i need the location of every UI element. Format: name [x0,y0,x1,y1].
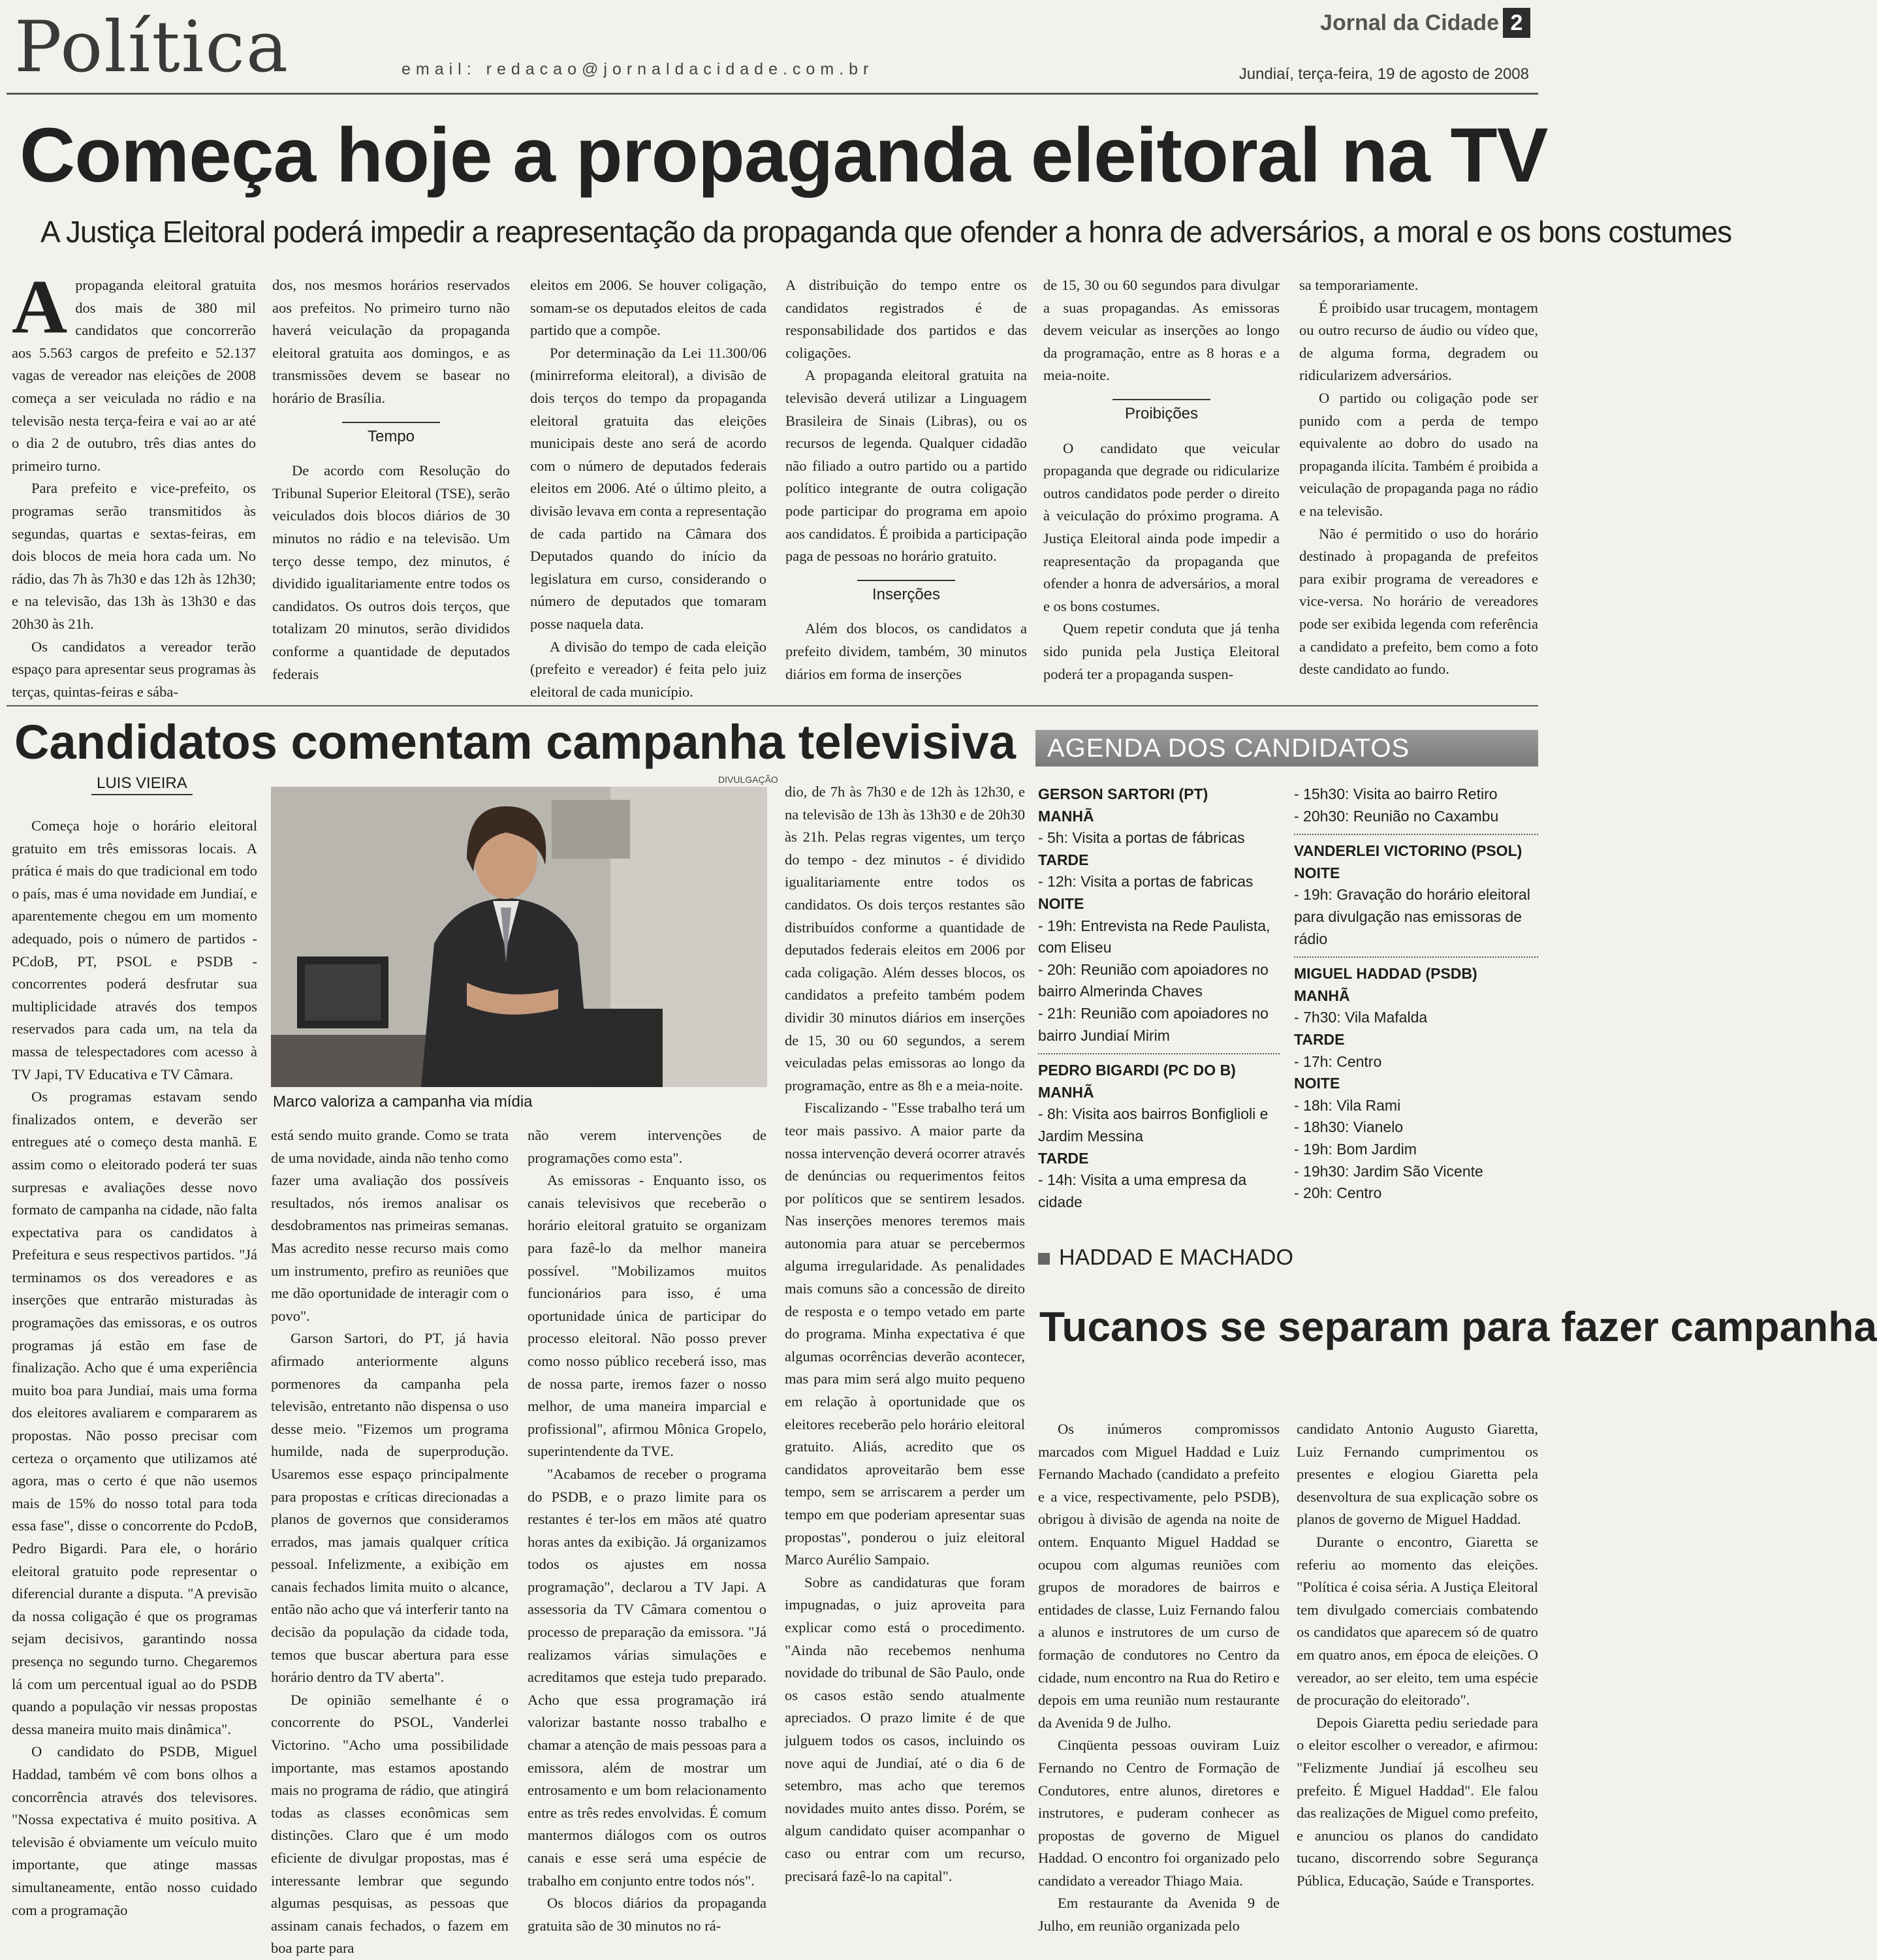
story2-column-1 [12,815,257,1951]
story1-column-5 [1043,274,1280,699]
agenda-candidate: VANDERLEI VICTORINO (PSOL) [1294,842,1522,860]
agenda-item: - 19h: Bom Jardim [1294,1140,1417,1158]
paragraph: O candidato do PSDB, Miguel Haddad, também vê com bons olhos a concorrência através dos televisores. "Nossa expectativa é muito positiva. A televisão é obviamente um veículo muito importante, que atinge massas simultaneamente, então nosso cuidado com a programação [12,1743,257,1918]
dateline: Jundiaí, terça-feira, 19 de agosto de 2008 [1238,65,1529,83]
agenda-item: - 19h30: Jardim São Vicente [1294,1162,1483,1180]
story1-column-1 [12,264,256,700]
paragraph: eleitos em 2006. Se houver coligação, somam-se os deputados eleitos de cada partido que a compõe. [530,277,766,339]
agenda-item: - 20h30: Reunião no Caxambu [1294,807,1499,825]
story2-column-2 [271,1124,509,1957]
paragraph: Começa hoje o horário eleitoral gratuito em três emissoras locais. A prática é mais do que tradicional em todo o país, mas é uma novidade em Jundiaí, e aparentemente chegou em um momento adequado, pois o número de partidos - PCdoB, PT, PSOL e PSDB - concorrentes poderá desfrutar sua multiplicidade através dos tempos reservados para cada um, na tela da massa de telespectadores com acesso à TV Japi, TV Educativa e TV Câmara. [12,817,257,1083]
agenda-period: NOITE [1038,894,1084,912]
contact-email: email: redacao@jornaldacidade.com.br [402,60,874,78]
agenda-item: - 19h: Gravação do horário eleitoral para divulgação nas emissoras de rádio [1294,886,1530,947]
agenda-separator [1294,834,1538,835]
story1-column-2 [272,274,510,699]
paragraph: propaganda eleitoral gratuita dos mais de 380 mil candidatos que concorrerão aos 5.563 cargos de prefeito e 52.137 vagas de vereador nas eleições de 2008 começa a ser veiculada no rádio e na televisão nesta terça-feira e vai ao ar até o dia 2 de outubro, três dias antes do primeiro turno. [12,277,256,474]
paragraph: candidato Antonio Augusto Giaretta, Luiz Fernando cumprimentou os presentes e elogiou Giaretta pela desenvoltura de sua explicação sobre os planos de governo de Miguel Haddad. [1297,1421,1538,1528]
paragraph: Os programas estavam sendo finalizados ontem, e deverão ser entregues até o começo desta manhã. E assim como o eleitorado poderá ter suas surpresas e avaliações desse novo formato de campanha na cidade, não falta expectativa para os candidatos à Prefeitura e seus respectivos partidos. "Já terminamos os dos vereadores e as inserções que entrarão misturadas às programações das emissoras, e os outros programas já estão em fase de finalização. Acho que é uma experiência muito boa para Jundiaí, mais uma forma dos eleitores avaliarem e compararem as propostas. Não posso precisar com certeza o orçamento que utilizamos até agora, mas o certo é que não usemos mais de 15% do nosso total para toda essa fase", disse o concorrente do PcdoB, Pedro Bigardi. Para ele, o horário eleitoral gratuito pode representar o diferencial durante a disputa. "A previsão da nossa coligação é que os programas sejam decisivos, garantindo nossa presença no segundo turno. Chegaremos lá com um percentual igual ao do PSDB quando a população vir nessas propostas dessa maneira muito mais dinâmica". [12,1088,257,1737]
paragraph: Sobre as candidaturas que foram impugnadas, o juiz aproveita para explicar como está o procedimento. "Ainda não recebemos nenhuma novidade do tribunal de São Paulo, onde os casos estão sendo atualmente apreciados. O prazo limite é de que julguem todos os casos, incluindo os nove aqui de Jundiaí, até o dia 6 de setembro, mas acho que teremos novidades muito antes disso. Porém, se algum candidato quiser acompanhar o caso ou entrar com um recurso, precisará fazê-lo na capital". [785,1573,1025,1884]
agenda-item: - 15h30: Visita ao bairro Retiro [1294,785,1498,802]
story1-column-4 [785,274,1027,699]
paragraph: A propaganda eleitoral gratuita na televisão deverá utilizar a Linguagem Brasileira de Sinais (Libras), ou os recursos de legenda. Qualquer cidadão não filiado a outro partido ou a partido político integrante de outra coligação pode participar do programa em apoio aos candidatos. É proibida a participação paga de pessoas no horário gratuito. [785,367,1027,565]
subhead-proibicoes: Proibições [1043,399,1280,426]
paragraph: Os inúmeros compromissos marcados com Miguel Haddad e Luiz Fernando Machado (candidato a prefeito e a vice, respectivamente, pelo PSDB), obrigou à divisão de agenda na noite de ontem. Enquanto Miguel Haddad se ocupou com algumas reuniões com grupos de moradores de bairros e entidades de classe, Luiz Fernando falou a alunos e instrutores de um curso de formação de condutores no Centro da cidade, num encontro na Rua do Retiro e depois em uma reunião num restaurante da Avenida 9 de Julho. [1038,1421,1280,1731]
agenda-candidate: GERSON SARTORI (PT) [1038,785,1208,802]
paragraph: dio, de 7h às 7h30 e de 12h às 12h30, e na televisão de 13h às 13h30 e de 20h30 às 21h. Pelas regras vigentes, um terço do tempo - dez minutos - é dividido igualitariamente entre todos os candidatos. Os dois terços restantes são distribuídos conforme a quantidade de deputados federais eleitos em 2006 por cada coligação. Além desses blocos, os candidatos a prefeito também podem dividir 30 minutos diários em inserções de 15, 30 ou 60 segundos, a serem veiculadas pelas emissoras ao longo da programação, entre as 8h e a meia-noite. [785,783,1025,1094]
agenda-item: - 20h: Reunião com apoiadores no bairro Almerinda Chaves [1038,960,1269,1000]
story3-column-1 [1038,1418,1280,1953]
story1-column-3 [530,274,766,699]
agenda-item: - 21h: Reunião com apoiadores no bairro Jundiaí Mirim [1038,1004,1269,1044]
agenda-period: TARDE [1038,1149,1089,1167]
paragraph: Não é permitido o uso do horário destinado à propaganda de prefeitos para exibir programa de vereadores e vice-versa. No horário de vereadores pode ser exibida legenda com referência a candidato a prefeito, bem como a foto deste candidato ao fundo. [1299,525,1538,678]
agenda-item: - 14h: Visita a uma empresa da cidade [1038,1171,1247,1210]
section-title: Política [14,7,290,88]
story3-column-2 [1297,1418,1538,1953]
paragraph: Para prefeito e vice-prefeito, os programas serão transmitidos às segundas, quartas e sextas-feiras, em dois blocos de meia hora cada um. No rádio, das 7h às 7h30 e das 12h às 12h30; e na televisão, das 13h às 13h30 e das 20h30 às 21h. [12,480,256,632]
newspaper-name: Jornal da Cidade [1320,10,1499,35]
paragraph: está sendo muito grande. Como se trata de uma novidade, ainda não tenho como fazer uma avaliação dos possíveis resultados, nós iremos analisar os desdobramentos nas primeiras semanas. Mas acredito nesse recurso mais como um instrumento, prefiro as reuniões que me dão oportunidade de interagir com o povo". [271,1127,509,1324]
paragraph: Em restaurante da Avenida 9 de Julho, em reunião organizada pelo [1038,1895,1280,1935]
photo-credit: DIVULGAÇÃO [718,774,778,785]
agenda-header: AGENDA DOS CANDIDATOS [1035,730,1538,767]
paragraph: Quem repetir conduta que já tenha sido punida pela Justiça Eleitoral poderá ter a propaganda suspen- [1043,620,1280,682]
story1-column-6 [1299,274,1538,699]
paragraph: A distribuição do tempo entre os candidatos registrados é de responsabilidade dos partidos e das coligações. [785,277,1027,361]
paragraph: Garson Sartori, do PT, já havia afirmado anteriormente alguns pormenores da campanha pela televisão, entretanto não dispensa o uso desse meio. "Fizemos um programa humilde, nada de superprodução. Usaremos esse espaço principalmente para propostas e críticas direcionadas a planos de governos que consideramos errados, mas jamais qualquer crítica pessoal. Infelizmente, a exibição em canais fechados limita muito o alcance, então não acho que vá interferir tanto na decisão da população da cidade toda, temos que buscar abertura para esse horário dentro da TV aberta". [271,1330,509,1686]
story2-headline: Candidatos comentam campanha televisiva [14,715,1016,769]
agenda-item: - 5h: Visita a portas de fábricas [1038,829,1245,847]
story-divider [7,705,1538,706]
agenda-period: NOITE [1294,1075,1340,1092]
masthead [7,0,1538,93]
agenda-period: NOITE [1294,864,1340,881]
paragraph: Durante o encontro, Giaretta se referiu ao momento das eleições. "Política é coisa séria. A Justiça Eleitoral tem divulgado comerciais combatendo os candidatos que aparecem só de quatro em quatro anos, em época de eleições. O vereador, ao ser eleito, tem uma espécie de procuração do eleitorado". [1297,1533,1538,1709]
paragraph: Os blocos diários da propaganda gratuita são de 30 minutos no rá- [528,1895,766,1934]
paragraph: Os candidatos a vereador terão espaço para apresentar seus programas às terças, quintas-feiras e sába- [12,638,256,700]
story2-column-3 [528,1124,766,1952]
agenda-separator [1038,1053,1280,1054]
agenda-item: - 17h: Centro [1294,1052,1382,1070]
agenda-candidate: MIGUEL HADDAD (PSDB) [1294,965,1477,983]
masthead-rule [7,93,1538,95]
paragraph: O candidato que veicular propaganda que degrade ou ridicularize outros candidatos pode perder o direito à veiculação do próximo programa. A Justiça Eleitoral ainda pode impedir a reapresentação da propaganda que ofender a honra de adversários, a moral e os bons costumes. [1043,439,1280,614]
agenda-period: TARDE [1294,1030,1345,1048]
agenda-column-right [1294,783,1538,1205]
story2-column-4 [785,781,1025,1952]
square-bullet-icon [1038,1253,1050,1265]
subhead-insercoes: Inserções [785,580,1027,607]
paragraph: Por determinação da Lei 11.300/06 (minirreforma eleitoral), a divisão de dois terços do tempo da propaganda eleitoral gratuita das eleições municipais deste ano será de acordo com o número de deputados federais eleitos em 2006. Até o último pleito, a divisão levava em conta a representação de cada partido na Câmara dos Deputados quando do início da legislatura em curso, considerando o número de deputados que tomaram posse naquela data. [530,344,766,632]
news-photo [271,787,767,1087]
paragraph: Depois Giaretta pediu seriedade para o eleitor escolher o vereador, e afirmou: "Felizmente Jundiaí já escolheu seu prefeito. É Miguel Haddad". Ele falou das realizações de Miguel como prefeito, e anunciou os planos do candidato tucano, discorrendo sobre Segurança Pública, Educação, Saúde e Transportes. [1297,1714,1538,1889]
agenda-column-left [1038,783,1280,1213]
paragraph: De opinião semelhante é o concorrente do PSOL, Vanderlei Victorino. "Acho uma possibilidade importante, mas estamos apostando mais no programa de rádio, que atingirá todas as classes econômicas sem distinções. Claro que é um modo eficiente de divulgar propostas, mas é interessante lembrar que segundo algumas pesquisas, as pessoas que assinam canais fechados, o fazem em boa parte para [271,1691,509,1957]
agenda-candidate: PEDRO BIGARDI (PC DO B) [1038,1062,1236,1079]
agenda-separator [1294,956,1538,958]
paragraph: Cinqüenta pessoas ouviram Luiz Fernando no Centro de Formação de Condutores, entre alunos, diretores e instrutores, e puderam conhecer as propostas de governo de Miguel Haddad. O encontro foi organizado pelo candidato a vereador Thiago Maia. [1038,1737,1280,1889]
paragraph: De acordo com Resolução do Tribunal Superior Eleitoral (TSE), serão veiculados dois blocos diários de 30 minutos no rádio e na televisão. Um terço desse tempo, dez minutos, é dividido igualitariamente entre todos os candidatos. Os outros dois terços, que totalizam 20 minutos, serão divididos conforme a quantidade de deputados federais [272,462,510,682]
paragraph: dos, nos mesmos horários reservados aos prefeitos. No primeiro turno não haverá veiculação da propaganda eleitoral gratuita aos domingos, e as transmissões devem se basear no horário de Brasília. [272,277,510,406]
agenda-item: - 18h30: Vianelo [1294,1118,1404,1136]
agenda-item: - 12h: Visita a portas de fabricas [1038,873,1254,891]
page-number: 2 [1503,8,1530,38]
paragraph: É proibido usar trucagem, montagem ou outro recurso de áudio ou vídeo que, de alguma forma, degradem ou ridicularizem adversários. [1299,299,1538,384]
agenda-item: - 18h: Vila Rami [1294,1096,1401,1114]
agenda-period: MANHÃ [1294,987,1350,1004]
paragraph: A divisão do tempo de cada eleição (prefeito e vereador) é feita pelo juiz eleitoral de cada município. [530,638,766,700]
paragraph: Além dos blocos, os candidatos a prefeito dividem, também, 30 minutos diários em forma de inserções [785,620,1027,682]
paragraph: sa temporariamente. [1299,277,1419,293]
agenda-item: - 19h: Entrevista na Rede Paulista, com Eliseu [1038,917,1270,956]
agenda-item: - 20h: Centro [1294,1184,1382,1202]
paragraph: As emissoras - Enquanto isso, os canais televisivos que receberão o horário eleitoral gratuito se organizam para fazê-lo da melhor maneira possível. "Mobilizamos muitos funcionários para isso, é uma oportunidade única de participar do processo eleitoral. Não posso prever como nosso público receberá isso, mas de nossa parte, iremos fazer o nosso melhor, de uma maneira imparcial e profissional", afirmou Mônica Gropelo, superintendente da TVE. [528,1172,766,1460]
paragraph: Fiscalizando - "Esse trabalho terá um teor mais passivo. A maior parte da nossa intervenção deverá ocorrer através de denúncias ou requerimentos feitos por políticos que se sentirem lesados. Nas inserções menores teremos mais autonomia para atuar se percebermos alguma irregularidade. As penalidades mais comuns são a concessão de direito de resposta e o tempo vetado em parte do programa. Minha expectativa é que algumas ocorrências deverão acontecer, mas para mim será algo muito pequeno em relação à oportunidade que os eleitores receberão pelo horário eleitoral gratuito. Aliás, acredito que os candidatos aproveitarão bem esse tempo, sem se arriscarem a perder um tempo em que poderiam apresentar suas propostas", ponderou o juiz eleitoral Marco Aurélio Sampaio. [785,1099,1025,1568]
drop-cap: A [12,264,68,349]
subhead-tempo: Tempo [272,422,510,449]
agenda-period: MANHÃ [1038,1083,1094,1101]
story3-headline: Tucanos se separam para fazer campanha [1039,1303,1877,1350]
agenda-item: - 8h: Visita aos bairros Bonfiglioli e Jardim Messina [1038,1105,1269,1145]
main-headline: Começa hoje a propaganda eleitoral na TV [20,112,1548,198]
paragraph: não verem intervenções de programações como esta". [528,1127,766,1166]
story3-tag: HADDAD E MACHADO [1038,1245,1293,1271]
paragraph: O partido ou coligação pode ser punido com a perda de tempo equivalente ao dobro do usado na propaganda ilícita. Também é proibida a veiculação de propaganda paga no rádio e na televisão. [1299,389,1538,519]
byline: LUIS VIEIRA [91,774,193,795]
photo-caption: Marco valoriza a campanha via mídia [273,1093,533,1111]
agenda-period: TARDE [1038,851,1089,868]
agenda-item: - 7h30: Vila Mafalda [1294,1009,1428,1026]
paragraph: de 15, 30 ou 60 segundos para divulgar a suas propagandas. As emissoras devem veicular as inserções ao longo da programação, entre as 8 horas e a meia-noite. [1043,277,1280,384]
main-deck: A Justiça Eleitoral poderá impedir a reapresentação da propaganda que ofender a honra de adversários, a moral e os bons costumes [40,215,1732,249]
agenda-period: MANHÃ [1038,807,1094,825]
paragraph: "Acabamos de receber o programa do PSDB, e o prazo limite para os restantes é ter-los em mãos até quatro horas antes da exibição. Já organizamos todos os ajustes em nossa programação", declarou a TV Japi. A assessoria da TV Câmara comentou o processo de preparação da emissora. "Já realizamos várias simulações e acreditamos que esteja tudo preparado. Acho que essa programação irá valorizar bastante nosso trabalho e chamar a atenção de mais pessoas para a emissora, além de mostrar um entrosamento e um bom relacionamento entre as três redes envolvidas. É comum mantermos diálogos com os outros canais e esse será uma espécie de trabalho em conjunto entre todos nós". [528,1465,766,1889]
